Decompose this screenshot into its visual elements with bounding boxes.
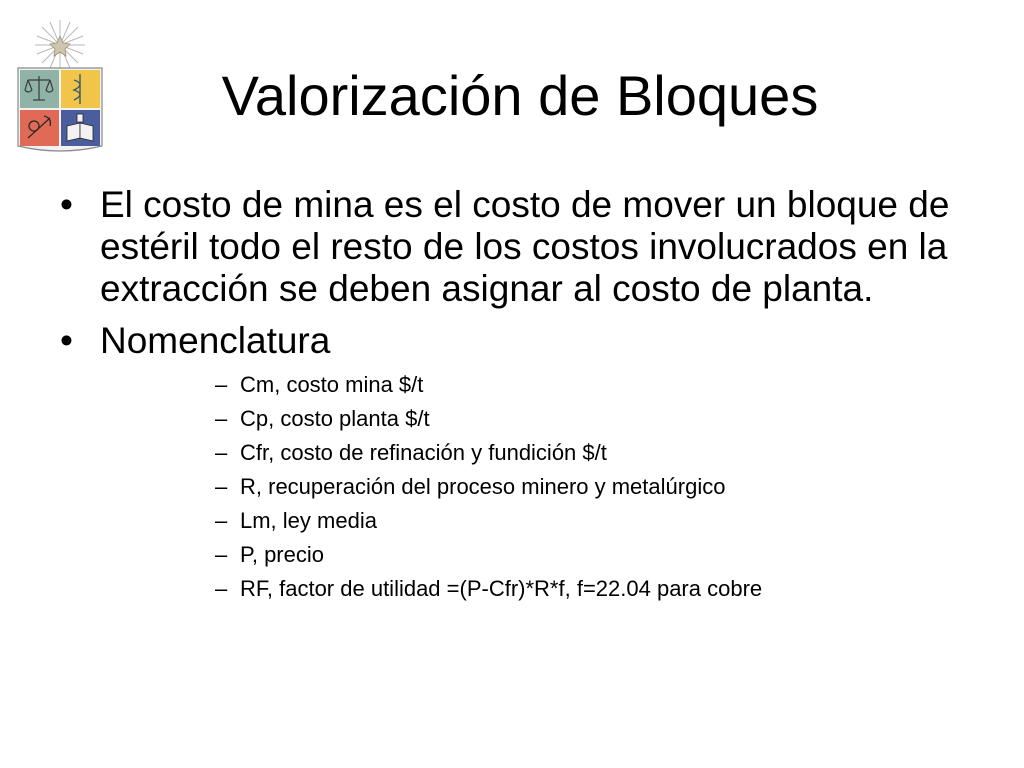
sub-bullet-text: Cfr, costo de refinación y fundición $/t (240, 440, 607, 465)
slide-body (60, 184, 980, 610)
sub-bullet-marker: – (215, 440, 228, 465)
sub-bullet-item (215, 576, 980, 602)
sub-bullet-text: Cp, costo planta $/t (240, 406, 430, 431)
sub-bullet-item (215, 508, 980, 534)
bullet-marker: • (60, 184, 73, 225)
bullet-item (60, 320, 980, 362)
sub-bullet-marker: – (215, 542, 228, 567)
sub-bullet-marker: – (215, 576, 228, 601)
bullet-marker: • (60, 320, 73, 361)
sub-bullet-text: Cm, costo mina $/t (240, 372, 424, 397)
sub-bullet-item (215, 440, 980, 466)
sub-bullet-text: P, precio (240, 542, 324, 567)
slide-title: Valorización de Bloques (221, 64, 819, 127)
sub-bullet-item (215, 542, 980, 568)
sub-bullet-text: RF, factor de utilidad =(P-Cfr)*R*f, f=22.04 para cobre (240, 576, 763, 601)
sub-bullet-text: R, recuperación del proceso minero y metalúrgico (240, 474, 726, 499)
bullet-text: Nomenclatura (100, 320, 331, 361)
sub-bullet-list (60, 372, 980, 602)
sub-bullet-item (215, 406, 980, 432)
sub-bullet-item (215, 474, 980, 500)
sub-bullet-marker: – (215, 372, 228, 397)
bullet-text: El costo de mina es el costo de mover un bloque de estéril todo el resto de los costos involucrados en la extracción se deben asignar al costo de planta. (100, 184, 950, 309)
sub-bullet-item (215, 372, 980, 398)
sub-bullet-marker: – (215, 474, 228, 499)
sub-bullet-marker: – (215, 508, 228, 533)
bullet-item (60, 184, 980, 310)
sub-bullet-marker: – (215, 406, 228, 431)
university-crest-icon (14, 14, 106, 156)
sub-bullet-text: Lm, ley media (240, 508, 377, 533)
